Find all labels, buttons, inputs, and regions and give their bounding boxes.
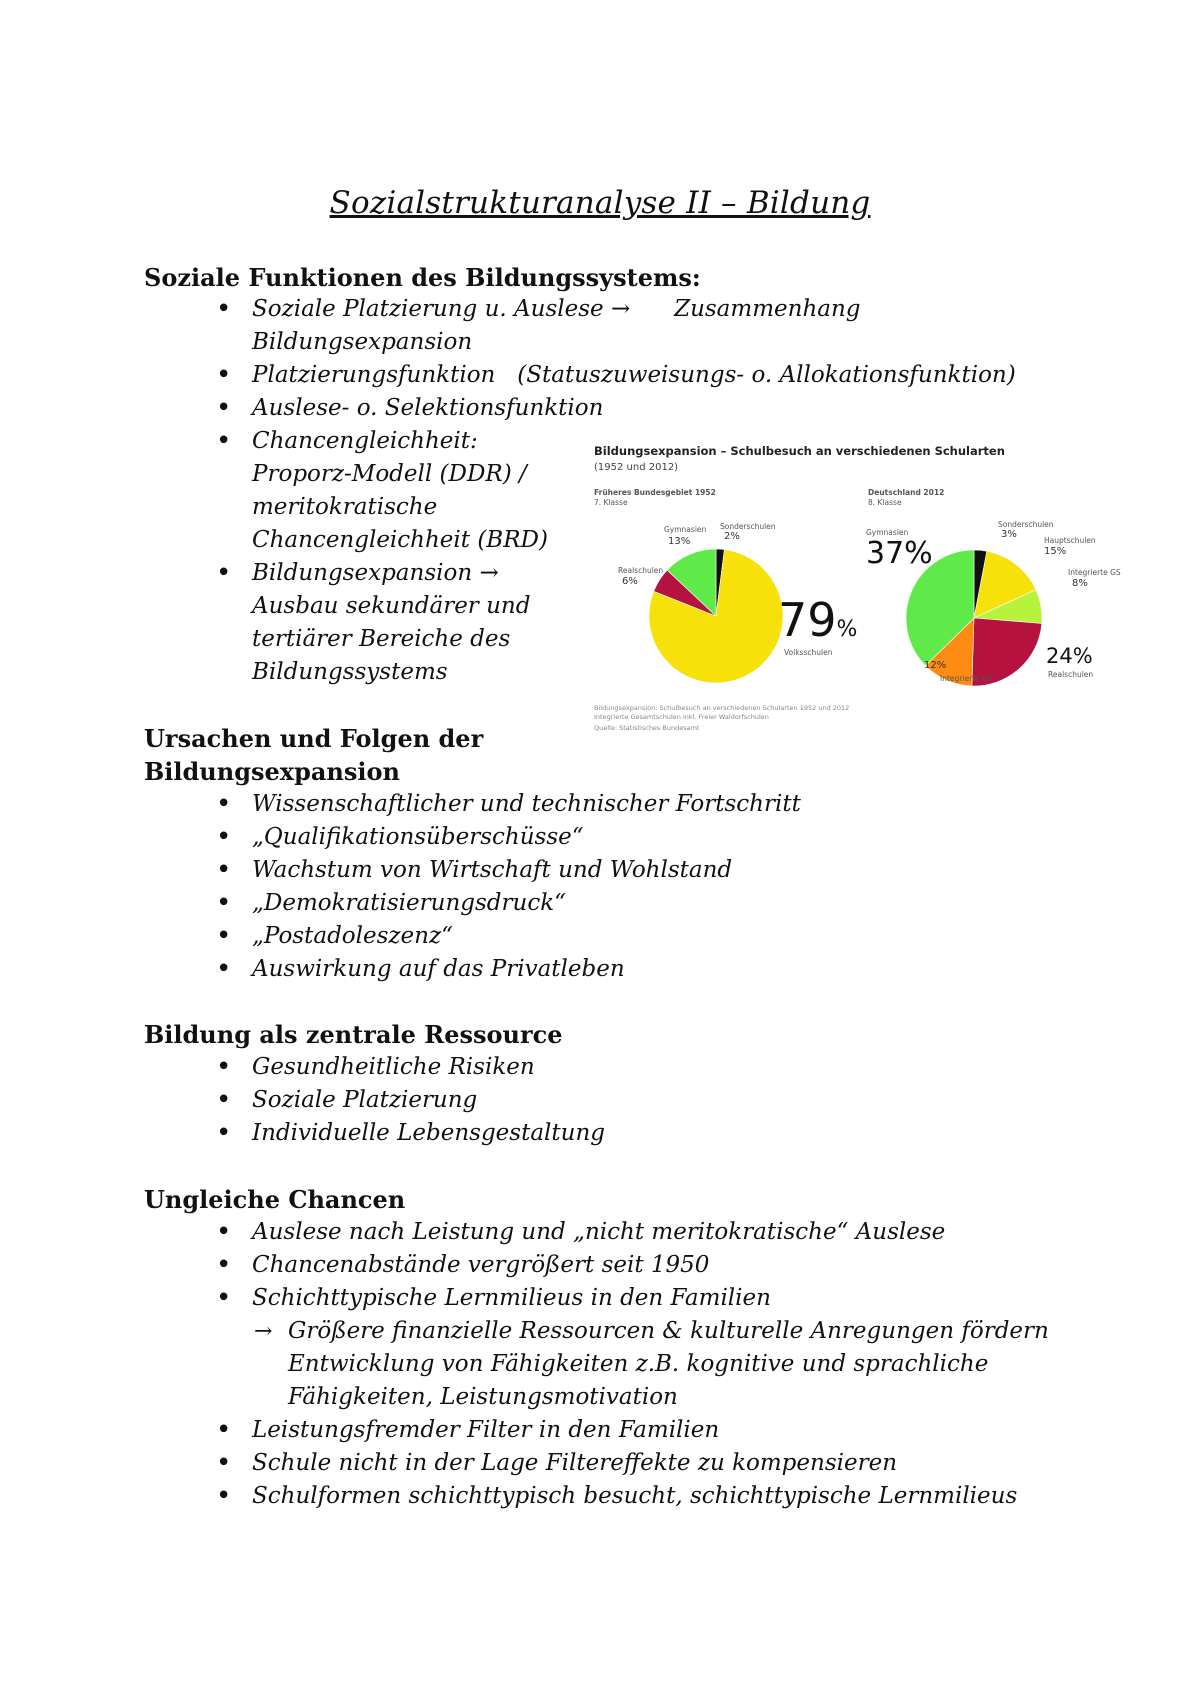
list-item: • Platzierungsfunktion (Statuszuweisungs- o. Allokationsfunktion) [216, 359, 1116, 392]
pie2-slice-pct-sonderschulen: 3% [1001, 529, 1017, 540]
pie2-slice-label-sonderschulen: Sonderschulen [998, 520, 1054, 529]
list-item-continuation: tertiärer Bereiche des [252, 626, 511, 652]
pie2-sublabel: 8. Klasse [868, 498, 902, 507]
pie1-sublabel: 7. Klasse [594, 498, 628, 507]
pie2-slice-label-realschulen: Realschulen [1048, 670, 1094, 679]
pie2-label: Deutschland 2012 [868, 488, 945, 497]
list-item: • Gesundheitliche Risiken [216, 1051, 1116, 1084]
list-item: • „Demokratisierungsdruck“ [216, 887, 1116, 920]
list-item: • Bildungsexpansion → [216, 557, 1116, 590]
list-item: • Chancengleichheit: [216, 425, 1116, 458]
figure-subtitle: (1952 und 2012) [594, 462, 679, 473]
list-item-continuation: Bildungssystems [252, 659, 448, 685]
pie1-slice-pct-gymnasien: 13% [668, 536, 691, 547]
list-item: • Wissenschaftlicher und technischer Fortschritt [216, 788, 1116, 821]
pie1-slice-label-gymnasien: Gymnasien [664, 525, 707, 534]
pie2-slice-pct-integrierte-gs-a: 8% [1072, 578, 1088, 589]
heading-line: Ursachen und Folgen der [144, 724, 484, 753]
section-heading-funktionen: Soziale Funktionen des Bildungssystems: [144, 263, 701, 292]
chancen-list [216, 1216, 1116, 1513]
list-item: • Chancenabstände vergrößert seit 1950 [216, 1249, 1116, 1282]
figure-footnote: Bildungsexpansion: Schulbesuch an verschiedenen Schularten 1952 und 2012 [594, 704, 850, 712]
heading-line: Bildungsexpansion [144, 757, 400, 786]
list-item: • Schule nicht in der Lage Filtereffekte zu kompensieren [216, 1447, 1116, 1480]
list-item: • Wachstum von Wirtschaft und Wohlstand [216, 854, 1116, 887]
list-item: • Auslese- o. Selektionsfunktion [216, 392, 1116, 425]
list-item-continuation: Proporz-Modell (DDR) / [252, 461, 527, 487]
pie2-slice-pct-realschulen: 24% [1046, 644, 1093, 668]
list-item: • Schichttypische Lernmilieus in den Familien [216, 1282, 1116, 1315]
list-item-continuation: Bildungsexpansion [252, 329, 473, 355]
figure-footnote: Integrierte Gesamtschulen inkl. Freier Waldorfschulen [594, 713, 769, 721]
pie1-label: Früheres Bundesgebiet 1952 [594, 488, 716, 497]
pie2-slice-pct-gymnasien: 37% [866, 536, 933, 571]
list-item: • Individuelle Lebensgestaltung [216, 1117, 1116, 1150]
list-item: • Auswirkung auf das Privatleben [216, 953, 1116, 986]
pie2-slice-pct-integrierte-gs-b: 12% [924, 660, 947, 671]
list-item: • Soziale Platzierung u. Auslese → Zusammenhang [216, 293, 1116, 326]
pie1-big-unit: % [836, 617, 858, 642]
pie1-slice-label-sonderschulen: Sonderschulen [720, 522, 776, 531]
ressource-list [216, 1051, 1116, 1150]
list-subitem-continuation: Fähigkeiten, Leistungsmotivation [288, 1384, 678, 1410]
pie1-slice-pct-realschulen: 6% [622, 576, 638, 587]
pie1-big-number: 79 [778, 593, 837, 647]
list-item-continuation: meritokratische [252, 494, 438, 520]
list-item: • Leistungsfremder Filter in den Familien [216, 1414, 1116, 1447]
pie1-slice-label-volksschulen: Volksschulen [784, 648, 833, 657]
section-heading-ressource: Bildung als zentrale Ressource [144, 1020, 563, 1049]
section-heading-ursachen [144, 722, 483, 788]
pie1-big-value [778, 593, 857, 647]
pie2-slice-label-integrierte-gs-a: Integrierte GS [1068, 568, 1121, 577]
list-item: • Soziale Platzierung [216, 1084, 1116, 1117]
list-item: • Auslese nach Leistung und „nicht meritokratische“ Auslese [216, 1216, 1116, 1249]
pie1 [649, 549, 783, 683]
list-item: • Schulformen schichttypisch besucht, schichttypische Lernmilieus [216, 1480, 1116, 1513]
document-title: Sozialstrukturanalyse II – Bildung [329, 185, 871, 221]
list-subitem-continuation: Entwicklung von Fähigkeiten z.B. kognitive und sprachliche [288, 1351, 989, 1377]
bildungsexpansion-figure [588, 438, 1124, 756]
pie1-slice-pct-sonderschulen: 2% [724, 531, 740, 542]
pie2-slice-label-integrierte-gs-b: Integrierte GS [940, 674, 993, 683]
list-item: • „Qualifikationsüberschüsse“ [216, 821, 1116, 854]
figure-footnote: Quelle: Statistisches Bundesamt [594, 724, 700, 732]
pie1-slice-label-realschulen: Realschulen [618, 566, 664, 575]
list-item: • „Postadoleszenz“ [216, 920, 1116, 953]
list-item-continuation: Ausbau sekundärer und [252, 593, 531, 619]
ursachen-list [216, 788, 1116, 986]
pie2-slice-label-hauptschulen: Hauptschulen [1044, 536, 1096, 545]
figure-title: Bildungsexpansion – Schulbesuch an verschiedenen Schularten [594, 444, 1005, 458]
list-subitem: → Größere finanzielle Ressourcen & kulturelle Anregungen fördern [216, 1315, 1116, 1348]
list-item-continuation: Chancengleichheit (BRD) [252, 527, 548, 553]
section-heading-chancen: Ungleiche Chancen [144, 1185, 406, 1214]
pie2-slice-label-gymnasien: Gymnasien [866, 528, 909, 537]
pie2-slice-pct-hauptschulen: 15% [1044, 546, 1067, 557]
